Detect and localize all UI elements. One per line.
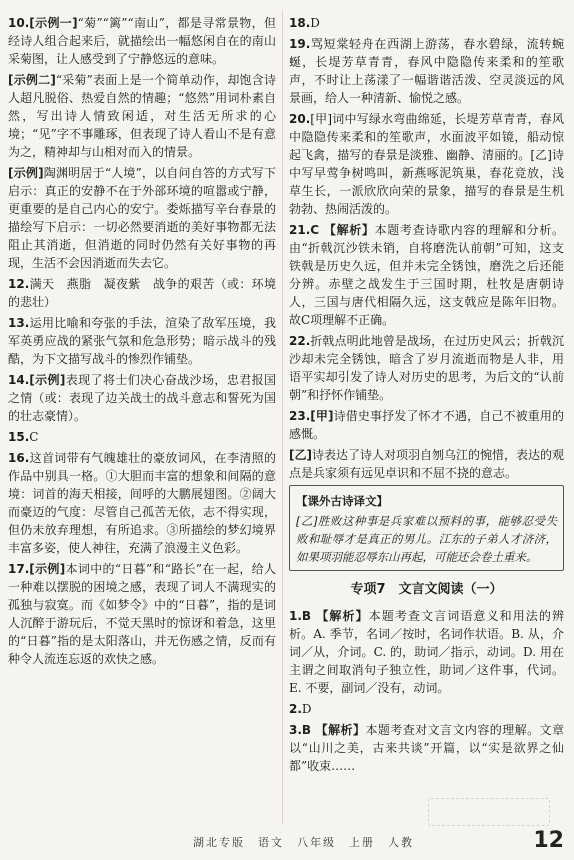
footer-meta: 湖北专版 语文 八年级 上册 人教	[193, 836, 414, 849]
answer-number: 10.	[8, 16, 30, 30]
answer-number: 23.	[289, 409, 311, 423]
answer-number: 1.	[289, 609, 302, 623]
answer-item	[289, 332, 564, 404]
answer-number: 15.	[8, 430, 30, 444]
section-answer-list	[289, 607, 564, 775]
answer-number: 20.	[289, 112, 311, 126]
answer-tag: [示例一]	[29, 16, 78, 30]
column-divider	[282, 10, 283, 825]
answer-item	[8, 275, 276, 311]
answer-tag: [甲]	[310, 409, 334, 423]
answer-text: 这首词带有气魄雄壮的豪放词风，在李清照的作品中别具一格。①大胆而丰富的想象和间隔的意境：词首的海天相接，间呼的大鹏展翅图。②阔大而豪迈的气度：尽管自己孤苦无依，志不得实现，但仍未放弃理想，有所追求。③所描绘的梦幻境界丰富多姿，使人神往，充满了浪漫主义色彩。	[8, 451, 276, 555]
answer-text: 诗借史事抒发了怀才不遇，自己不被重用的感慨。	[289, 409, 564, 441]
watermark-stamp	[428, 798, 550, 826]
right-answer-list	[289, 14, 564, 482]
translation-box	[289, 485, 564, 571]
answer-item	[289, 14, 564, 32]
answer-text: 运用比喻和夸张的手法，渲染了敌军压境，我军英勇应战的紧张气氛和危急形势；暗示战斗的残酷，为下文描写战斗的惨烈作铺垫。	[8, 316, 276, 366]
answer-text: 陶渊明居于“人境”，以自问自答的方式写下启示：真正的安静不在于外部环境的喧嚣或宁静，更重要的是自己内心的安宁。娄烁描写辛台春景的描绘写下启示：一切必然要消逝的美好事物都无法阻止其消逝，但消逝的同时仍然有关好事物的再现，生活不会因消逝而失去它。	[8, 166, 276, 270]
answer-number: 14.	[8, 373, 30, 387]
answer-item	[8, 314, 276, 368]
answer-tag: [示例]	[8, 166, 44, 180]
answer-item	[8, 71, 276, 161]
left-column	[8, 14, 276, 671]
section-title: 专项7 文言文阅读（一）	[350, 582, 503, 597]
translation-text: [乙]胜败这种事是兵家难以预料的事，能够忍受失败和耻辱才是真正的男儿。江东的子弟人才济济，如果项羽能忍辱东山再起，可能还会卷土重来。	[296, 514, 557, 564]
answer-text: D	[310, 16, 320, 30]
answer-text: 本题考查对文言文内容的理解。文章以“山川之美，古来共谈”开篇，以“实是欲界之仙都”收束……	[289, 723, 564, 773]
answer-number: 3.	[289, 723, 302, 737]
answer-tag: B 【解析】	[301, 723, 366, 737]
answer-item	[8, 164, 276, 272]
answer-item	[289, 110, 564, 218]
answer-item	[8, 449, 276, 557]
answer-number: 2.	[289, 702, 302, 716]
answer-item	[289, 407, 564, 443]
answer-text: [甲]词中写绿水弯曲绵延，长堤芳草青青，春风中隐隐传来柔和的笙歌声，水面波平如镜，船动惊起飞禽，描写的春景是淡雅、幽静、清丽的。[乙]诗中写早莺争树鸣叫，新燕啄泥筑巢，春花竞放，浅草生长，一派欣欣向荣的景象，描写的春景是生机勃勃、热闹活泼的。	[289, 112, 564, 216]
answer-number: 17.	[8, 562, 30, 576]
answer-item	[8, 560, 276, 668]
answer-text: 满天 燕脂 凝夜紫 战争的艰苦（或：环境的悲壮）	[8, 277, 276, 309]
answer-number: 21.	[289, 223, 311, 237]
answer-number: 18.	[289, 16, 311, 30]
answer-tag: [乙]	[289, 448, 312, 462]
answer-item	[289, 35, 564, 107]
answer-item	[289, 721, 564, 775]
answer-number: 16.	[8, 451, 30, 465]
answer-text: 本词中的“日暮”和“路长”在一起，给人一种难以摆脱的困境之感，表现了词人不满现实的孤独与寂寞。而《如梦令》中的“日暮”，指的是词人沉醉于游玩后，不觉天黑时的惊讶和着急，这里的“日暮”指的是太阳落山，并无伤感之情，反而有种令人流连忘返的欢快之感。	[8, 562, 276, 666]
answer-text: C	[29, 430, 39, 444]
answer-number: 13.	[8, 316, 30, 330]
translation-heading: 【课外古诗译文】	[296, 494, 388, 508]
answer-item	[289, 221, 564, 329]
answer-text: “菊”“篱”“南山”，都是寻常景物，但经诗人组合起来后，就描绘出一幅悠闲自在的南山采菊图，让人感受到了宁静悠远的意味。	[8, 16, 276, 66]
answer-text: 本题考查诗歌内容的理解和分析。由“折戟沉沙铁未销，自将磨洗认前朝”可知，这支铁戟是历史久远，但并未完全锈蚀，磨洗之后还能分辨。赤壁之战发生于三国时期，杜牧是唐朝诗人，三国与唐代相隔久远，这支戟应是陈年旧物。故C项理解不正确。	[289, 223, 564, 327]
right-column	[289, 14, 564, 778]
answer-number: 22.	[289, 334, 311, 348]
answer-tag: [示例]	[29, 373, 66, 387]
answer-tag: [示例]	[29, 562, 66, 576]
page-number: 12	[533, 828, 564, 853]
answer-tag: [示例二]	[8, 73, 56, 87]
answer-item	[289, 446, 564, 482]
answer-text: 折戟点明此地曾是战场，在过历史风云；折戟沉沙却未完全锈蚀，暗含了岁月流逝而物是人非，用语平实却引发了诗人对历史的思考，为后文的“认前朝”和抒怀作铺垫。	[289, 334, 564, 402]
answer-item	[289, 700, 564, 718]
answer-number: 19.	[289, 37, 311, 51]
answer-item	[289, 607, 564, 697]
answer-text: 本题考查文言词语意义和用法的辨析。A. 季节，名词／按时，名词作状语。B. 从，介词／从，介词。C. 的，助词／指示，动词。D. 用在主谓之间取消句子独立性，助词／这件事，代词。E. 不要，副词／没有，动词。	[289, 609, 564, 695]
answer-text: 表现了将士们决心奋战沙场，忠君报国之情（或：表现了边关战士的战斗意志和誓死为国的壮志豪情）。	[8, 373, 276, 423]
answer-item	[8, 428, 276, 446]
answer-tag: C 【解析】	[310, 223, 375, 237]
answer-text: D	[301, 702, 312, 716]
answer-item	[8, 14, 276, 68]
answer-text: 骂短棠轻舟在西湖上游荡，春水碧绿，流转蜿蜒，长堤芳草青青，春风中隐隐传来柔和的笙歌声，不时让上荡漾了一幅谐谐活泼、空灵淡远的风景画，给人一种清新、愉悦之感。	[289, 37, 564, 105]
answer-text: “采菊”表面上是一个简单动作，却饱含诗人超凡脱俗、热爱自然的情趣；“悠然”用词朴素自然，写出诗人情致闲适，对生活无所求的心境；“见”字不事雕琢，但表现了诗人看山不是有意为之，精神却与山相对而入的情景。	[8, 73, 276, 159]
answer-text: 诗表达了诗人对项羽自刎乌江的惋惜，表达的观点是兵家须有远见卓识和不屈不挠的意志。	[289, 448, 564, 480]
answer-number: 12.	[8, 277, 30, 291]
page-footer	[8, 828, 568, 852]
answer-tag: B 【解析】	[301, 609, 369, 623]
answer-item	[8, 371, 276, 425]
